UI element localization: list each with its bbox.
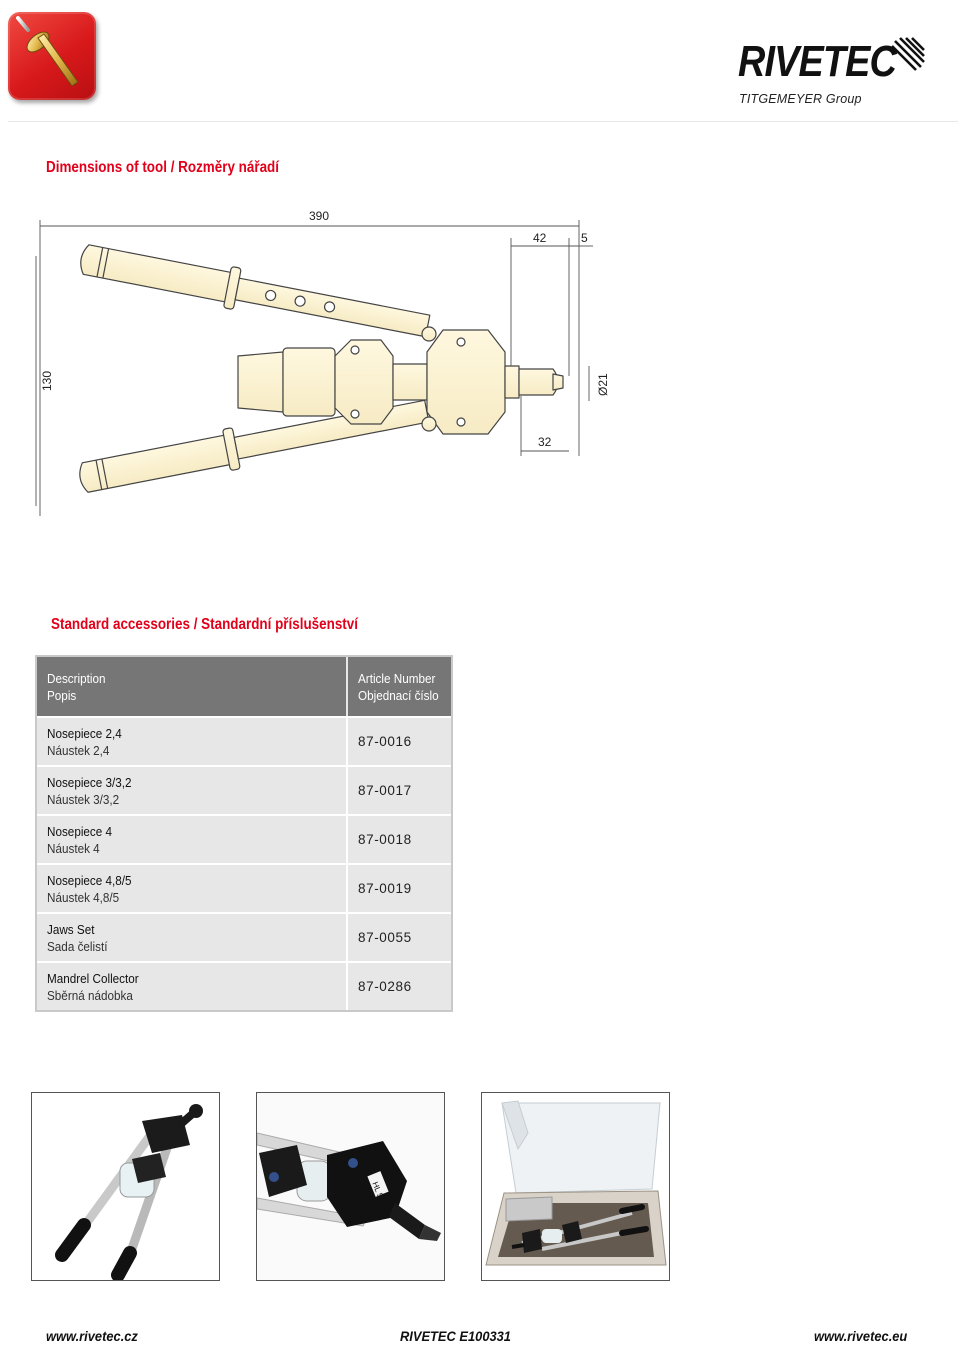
article-number: 87-0019 [348, 863, 451, 912]
table-row [37, 863, 451, 912]
description-en: Nosepiece 3/3,2 [47, 774, 132, 790]
description-en: Nosepiece 4 [47, 823, 113, 839]
table-row [37, 961, 451, 1010]
description-header [37, 657, 348, 716]
table-row [37, 716, 451, 765]
table-row [37, 814, 451, 863]
description-cell [37, 765, 348, 814]
article-number: 87-0017 [348, 765, 451, 814]
description-header-en: Description [47, 670, 106, 686]
description-cz: Náustek 4 [47, 840, 100, 856]
footer-document-code: RIVETEC E100331 [400, 1328, 511, 1344]
description-cz: Sběrná nádobka [47, 987, 133, 1003]
description-cz: Sada čelistí [47, 938, 108, 954]
description-cz: Náustek 4,8/5 [47, 889, 120, 905]
tool-case-photo [481, 1092, 670, 1281]
article-number: 87-0286 [348, 961, 451, 1010]
tool-photo-closeup [256, 1092, 445, 1281]
article-header-cz: Objednací číslo [358, 687, 439, 703]
dim-32-label: 32 [538, 435, 552, 449]
article-header [348, 657, 451, 716]
article-number: 87-0016 [348, 716, 451, 765]
description-en: Mandrel Collector [47, 970, 139, 986]
description-cz: Náustek 3/3,2 [47, 791, 120, 807]
description-cell [37, 814, 348, 863]
footer-website-cz[interactable]: www.rivetec.cz [46, 1328, 138, 1344]
rivet-app-icon [8, 12, 96, 100]
dim-42-label: 42 [533, 231, 547, 245]
footer-website-eu[interactable]: www.rivetec.eu [814, 1328, 908, 1344]
logo-stripes-icon [890, 36, 926, 72]
description-en: Nosepiece 4,8/5 [47, 872, 132, 888]
article-number: 87-0018 [348, 814, 451, 863]
dim-length-label: 390 [309, 209, 330, 223]
description-cz: Náustek 2,4 [47, 742, 110, 758]
article-number: 87-0055 [348, 912, 451, 961]
article-header-en: Article Number [358, 670, 436, 686]
table-row [37, 765, 451, 814]
dimensions-title: Dimensions of tool / Rozměry nářadí [46, 159, 279, 176]
header-divider [8, 121, 958, 122]
dim-height-label: 130 [40, 370, 54, 391]
rivet-icon [8, 12, 96, 100]
dim-diameter-label: Ø21 [596, 373, 610, 396]
table-row [37, 912, 451, 961]
description-cell [37, 863, 348, 912]
description-header-cz: Popis [47, 687, 77, 703]
table-header-row [37, 657, 451, 716]
description-cell [37, 961, 348, 1010]
description-en: Nosepiece 2,4 [47, 725, 122, 741]
rivetec-logo [738, 36, 938, 108]
tool-dimension-drawing [33, 206, 613, 524]
dim-5-label: 5 [581, 231, 588, 245]
brand-group: TITGEMEYER Group [739, 92, 862, 106]
accessories-table [35, 655, 453, 1012]
tool-photo-full [31, 1092, 220, 1281]
accessories-title: Standard accessories / Standardní příslušenství [51, 616, 358, 633]
description-en: Jaws Set [47, 921, 95, 937]
brand-name: RIVETEC [738, 37, 896, 86]
description-cell [37, 716, 348, 765]
hl5-label: HL 5 [370, 1180, 385, 1200]
description-cell [37, 912, 348, 961]
